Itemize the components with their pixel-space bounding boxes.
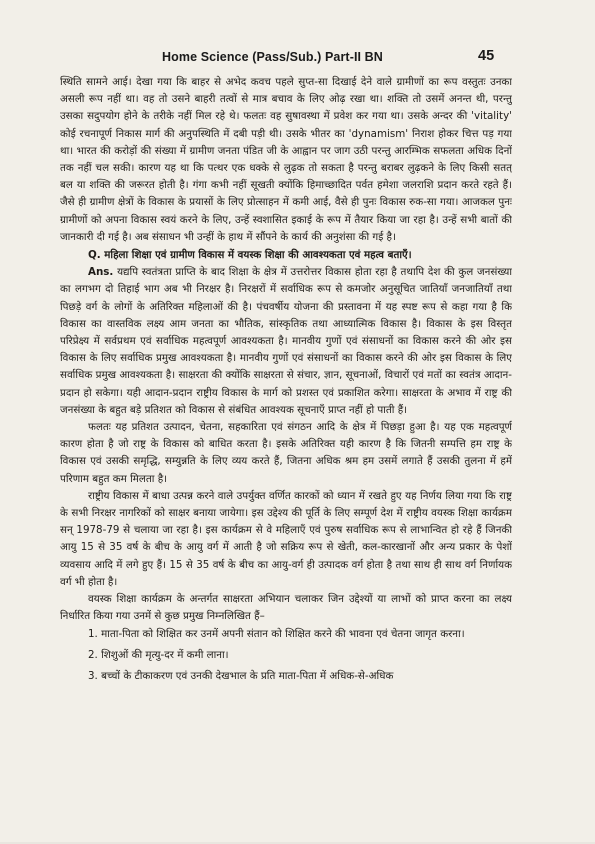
answer-text: यद्यपि स्वतंत्रता प्राप्ति के बाद शिक्षा के क्षेत्र में उत्तरोत्तर विकास होता रहा है तथापि देश की कुल जनसंख्या का लगभग दो तिहाई भाग अब भी निरक्षर है। निरक्षरों में सर्वाधिक रूप से कमजोर अनुसूचित जातियाँ जनजातियाँ तथा पिछड़े वर्ग के लोगों के अतिरिक्त महिलाओं की है। पंचवर्षीय योजना की प्रस्तावना में यह स्पष्ट रूप से कहा गया है कि विकास का वास्तविक लक्ष्य आम जनता का भौतिक, सांस्कृतिक तथा आध्यात्मिक विकास है। विकास के इस विस्तृत परिप्रेक्ष्य में सर्वप्रथम एवं सर्वाधिक महत्वपूर्ण आवश्यकता है। मानवीय गुणों एवं संसाधनों का विकास करने की ओर इस विकास के लिए सर्वाधिक प्रमुख आवश्यकता है। मानवीय गुणों एवं संसाधनों का विकास करने की ओर इस विकास के लिए सर्वाधिक प्रमुख आवश्यकता है। साक्षरता की क्योंकि साक्षरता से संचार, ज्ञान, सूचनाओं, विचारों एवं मतों का स्वतंत्र आदान-प्रदान हो सकेगा। यही आदान-प्रदान राष्ट्रीय विकास के मार्ग को प्रशस्त एवं प्रकाशित करेगा। साक्षरता के अभाव में राष्ट्र की जनसंख्या के बहुत बड़े प्रतिशत को विकास से संबंधित आवश्यक सूचनाएँ प्राप्त नहीं हो पाती हैं। [60, 266, 512, 416]
list-item: 2. शिशुओं की मृत्यु-दर में कमी लाना। [88, 648, 229, 661]
body-text [60, 74, 512, 844]
paragraph: फलतः यह प्रतिशत उत्पादन, चेतना, सहकारिता एवं संगठन आदि के क्षेत्र में पिछड़ा हुआ है। यह एक महत्वपूर्ण कारण होता है जो राष्ट्र के विकास को बाधित करता है। इसके अतिरिक्त यही कारण है कि जितनी सम्पत्ति हम राष्ट्र के विकास एवं उसकी समृद्धि, सम्युन्नति के लिए व्यय करते हैं, जितना अधिक श्रम हम उसमें लगाते हैं उसकी तुलना में हमें परिणाम बहुत कम मिलता है। [60, 421, 512, 485]
list-item: 3. बच्चों के टीकाकरण एवं उनकी देखभाल के प्रति माता-पिता में अधिक-से-अधिक [88, 669, 394, 682]
answer-label: Ans. [88, 266, 114, 279]
paragraph: राष्ट्रीय विकास में बाधा उत्पन्न करने वाले उपर्युक्त वर्णित कारकों को ध्यान में रखते हुए यह निर्णय लिया गया कि राष्ट्र के सभी निरक्षर नागरिकों को साक्षर बनाया जायेगा। इस उद्देश्य की पूर्ति के लिए सम्पूर्ण देश में राष्ट्रीय वयस्क शिक्षा कार्यक्रम सन् 1978-79 से चलाया जा रहा है। इस कार्यक्रम से वे महिलाएँ एवं पुरुष सर्वाधिक रूप से लाभान्वित हो रहे हैं जिनकी आयु 15 से 35 वर्ष के बीच के आयु वर्ग में आती है जो सक्रिय रूप से खेती, कल-कारखानों और अन्य प्रकार के पेशों व्यवसाय आदि में लगे हुए हैं। 15 से 35 वर्ष के बीच का आयु-वर्ग ही उत्पादक वर्ग होता है तथा साथ ही साथ वर्ग निर्णायक वर्ग भी होता है। [60, 489, 512, 588]
page-number: 45 [478, 48, 495, 64]
question-text: Q. महिला शिक्षा एवं ग्रामीण विकास में वयस्क शिक्षा की आवश्यकता एवं महत्व बताएँ। [88, 249, 412, 262]
question-heading [60, 247, 512, 264]
header-title: Home Science (Pass/Sub.) Part-II BN [162, 50, 383, 64]
paragraph: वयस्क शिक्षा कार्यक्रम के अन्तर्गत साक्षरता अभियान चलाकर जिन उद्देश्यों या लाभों को प्राप्त करना का लक्ष्य निर्धारित किया गया उनमें से कुछ प्रमुख निम्नलिखित हैं– [60, 593, 512, 623]
paragraph: स्थिति सामने आई। देखा गया कि बाहर से अभेद कवच पहले सुप्त-सा दिखाई देने वाले ग्रामीणों का रूप वस्तुतः उनका असली रूप नहीं था। वह तो उसने बाहरी तत्वों से मात्र बचाव के लिए ओढ़ रखा था। शक्ति तो उसमें अनन्त थी, परन्तु उसका सदुपयोग होने के तरीके नहीं मिल रहे थे। फलतः वह सुषावस्था में प्रवेश कर गया था। उसके अन्दर की 'vitality' कोई रचनापूर्ण निकास मार्ग की अनुपस्थिति में दबी पड़ी थी। उसके भीतर का 'dynamism' निराश होकर चित्त पड़ गया था। भारत की करोड़ों की संख्या में ग्रामीण जनता पंडित जी के आह्वान पर जाग उठी परन्तु आरम्भिक सफलता अधिक दिनों तक नहीं चल सकी। कारण यह था कि पत्थर एक धक्के से लुढ़क तो सकता है परन्तु बराबर लुढ़कने के लिए किसी सतत् बल या शक्ति की जरूरत होती है। गंगा कभी नहीं सूखती क्योंकि हिमाच्छादित पर्वत हमेशा जलराशि प्रदान करते रहते हैं। जैसे ही ग्रामीण क्षेत्रों के विकास के प्रयासों के लिए प्रोत्साहन में कमी आई, वैसे ही पुनः विकास रुक-सा गया। आजकल पुनः ग्रामीणों को अपना विकास स्वयं करने के लिए, उन्हें स्वशासित इकाई के रूप में तैयार किया जा रहा है। उन्हें सभी बातों की जानकारी दी गई है। अब संसाधन भी उन्हीं के हाथ में सौंपने के कार्य की अनुशंसा की गई है। [60, 76, 512, 243]
running-header [0, 50, 595, 70]
list-item: 1. माता-पिता को शिक्षित कर उनमें अपनी संतान को शिक्षित करने की भावना एवं चेतना जागृत करना। [88, 627, 465, 640]
answer-paragraph [60, 264, 512, 419]
